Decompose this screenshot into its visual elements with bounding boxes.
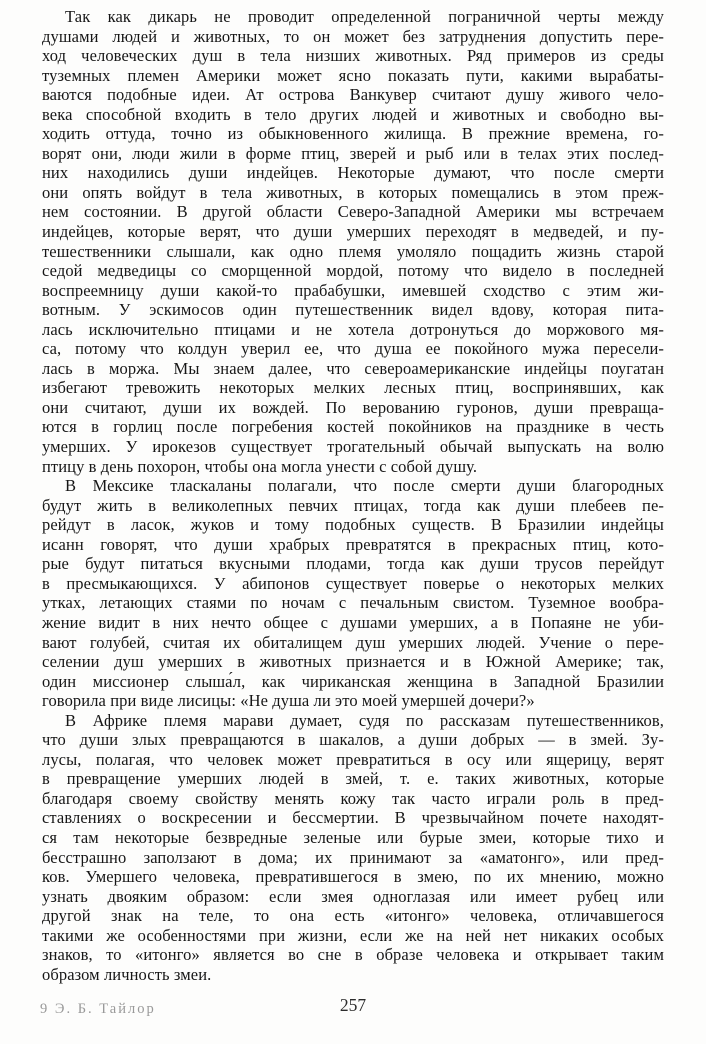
text-line: Так как дикарь не проводит определенной пограничной черты между bbox=[65, 7, 664, 26]
text-line: бесстрашно заползают в дома; их принимают за «аматонго», или пред- bbox=[42, 847, 664, 867]
text-line: них находились души индейцев. Некоторые думают, что после смерти bbox=[42, 163, 664, 183]
text-line: туземных племен Америки может ясно показать пути, какими вырабаты- bbox=[42, 65, 664, 85]
text-line: лусы, полагая, что человек может превратиться в осу или ящерицу, верят bbox=[42, 749, 664, 769]
text-line: индейцев, которые верят, что души умерших переходят в медведей, и пу- bbox=[42, 222, 664, 242]
text-line: рые будут питаться вкусными плодами, тогда как души трусов перейдут bbox=[42, 554, 664, 574]
text-line: в превращение умерших людей в змей, т. е. таких животных, которые bbox=[42, 769, 664, 789]
text-line: умерших. У ирокезов существует трогательный обычай выпускать на волю bbox=[42, 437, 664, 457]
text-line: лась в моржа. Мы знаем далее, что североамериканские индейцы поугатан bbox=[42, 358, 664, 378]
text-line: знаков, то «итонго» является во сне в образе человека и открывает таким bbox=[42, 945, 664, 965]
text-line: лась исключительно птицами и не хотела дотронуться до моржового мя- bbox=[42, 319, 664, 339]
text-line: селении душ умерших в животных признается и в Южной Америке; так, bbox=[42, 652, 664, 672]
text-line: В Африке племя марави думает, судя по рассказам путешественников, bbox=[65, 710, 664, 730]
text-line: вотным. У эскимосов один путешественник видел вдову, которая пита- bbox=[42, 300, 664, 320]
text-line: говорила при виде лисицы: «Не душа ли это моей умершей дочери?» bbox=[42, 691, 535, 711]
text-line: ются в горлиц после погребения костей покойников на празднике в честь bbox=[42, 417, 664, 437]
text-line: ков. Умершего человека, превратившегося в змею, по их мнению, можно bbox=[42, 867, 664, 887]
text-line: рейдут в ласок, жуков и тому подобных существ. В Бразилии индейцы bbox=[42, 515, 664, 535]
text-line: узнать двояким образом: если змея одноглазая или имеет рубец или bbox=[42, 886, 664, 906]
text-line: ся там некоторые безвредные зеленые или бурые змеи, которые тихо и bbox=[42, 827, 664, 847]
text-line: будут жить в великолепных певчих птицах, тогда как души плебеев пе- bbox=[42, 495, 664, 515]
paragraph bbox=[42, 476, 664, 711]
text-line: птицу в день похорон, чтобы она могла унести с собой душу. bbox=[42, 456, 478, 476]
text-line: са, потому что колдун уверил ее, что душа ее покойного мужа пересели- bbox=[42, 339, 664, 359]
text-line: такими же особенностями при жизни, если же на ней нет никаких особых bbox=[42, 925, 664, 945]
text-line: утках, летающих стаями по ночам с печальным свистом. Туземное вообра- bbox=[42, 593, 664, 613]
paragraph bbox=[42, 711, 664, 985]
text-line: благодаря своему свойству менять кожу так часто играли роль в пред- bbox=[42, 788, 664, 808]
text-block bbox=[42, 7, 664, 984]
text-line: исанн говорят, что души храбрых превратятся в прекрасных птиц, кото- bbox=[42, 534, 664, 554]
text-line: они считают, души их вождей. По верованию гуронов, души превраща- bbox=[42, 397, 664, 417]
text-line: в пресмыкающихся. У абипонов существует поверье о некоторых мелких bbox=[42, 573, 664, 593]
text-line: тешественники слышали, как одно племя умоляло пощадить жизнь старой bbox=[42, 241, 664, 261]
text-line: седой медведицы со сморщенной мордой, потому что видело в последней bbox=[42, 261, 664, 281]
text-line: жение видит в них нечто общее с душами умерших, а в Попаяне не уби- bbox=[42, 612, 664, 632]
text-line: ставлениях о воскресении и бессмертии. В чрезвычайном почете находят- bbox=[42, 808, 664, 828]
text-line: образом личность змеи. bbox=[42, 964, 212, 984]
text-line: избегают тревожить некоторых мелких лесных птиц, воспринявших, как bbox=[42, 378, 664, 398]
printer-signature: 9 Э. Б. Тайлор bbox=[40, 1001, 156, 1017]
page-number: 257 bbox=[339, 995, 367, 1015]
text-line: они опять войдут в тела животных, в которых помещались в этом преж- bbox=[42, 182, 664, 202]
text-line: что души злых превращаются в шакалов, а души добрых — в змей. Зу- bbox=[42, 730, 664, 750]
text-line: ваются подобные идеи. Ат острова Ванкувер считают душу живого чело- bbox=[42, 85, 664, 105]
text-line: другой знак на теле, то она есть «итонго» человека, отличавшегося bbox=[42, 906, 664, 926]
text-line: один миссионер слыша́л, как чириканская женщина в Западной Бразилии bbox=[42, 671, 664, 691]
text-line: воспреемницу души какой-то прабабушки, имевшей сходство с этим жи- bbox=[42, 280, 664, 300]
paragraph bbox=[42, 7, 664, 476]
text-line: века способной входить в тело других людей и животных и свободно вы- bbox=[42, 104, 664, 124]
text-line: ход человеческих душ в тела низших животных. Ряд примеров из среды bbox=[42, 46, 664, 66]
text-line: душами людей и животных, то он может без затруднения допустить пере- bbox=[42, 26, 664, 46]
text-line: вают голубей, считая их обиталищем душ умерших людей. Учение о пере- bbox=[42, 632, 664, 652]
text-line: ходить оттуда, точно из обыкновенного жилища. В прежние времена, го- bbox=[42, 124, 664, 144]
text-line: ворят они, люди жили в форме птиц, зверей и рыб или в телах этих послед- bbox=[42, 143, 664, 163]
text-line: В Мексике тласкаланы полагали, что после смерти души благородных bbox=[65, 476, 664, 496]
text-line: нем состоянии. В другой области Северо-Западной Америки мы встречаем bbox=[42, 202, 664, 222]
